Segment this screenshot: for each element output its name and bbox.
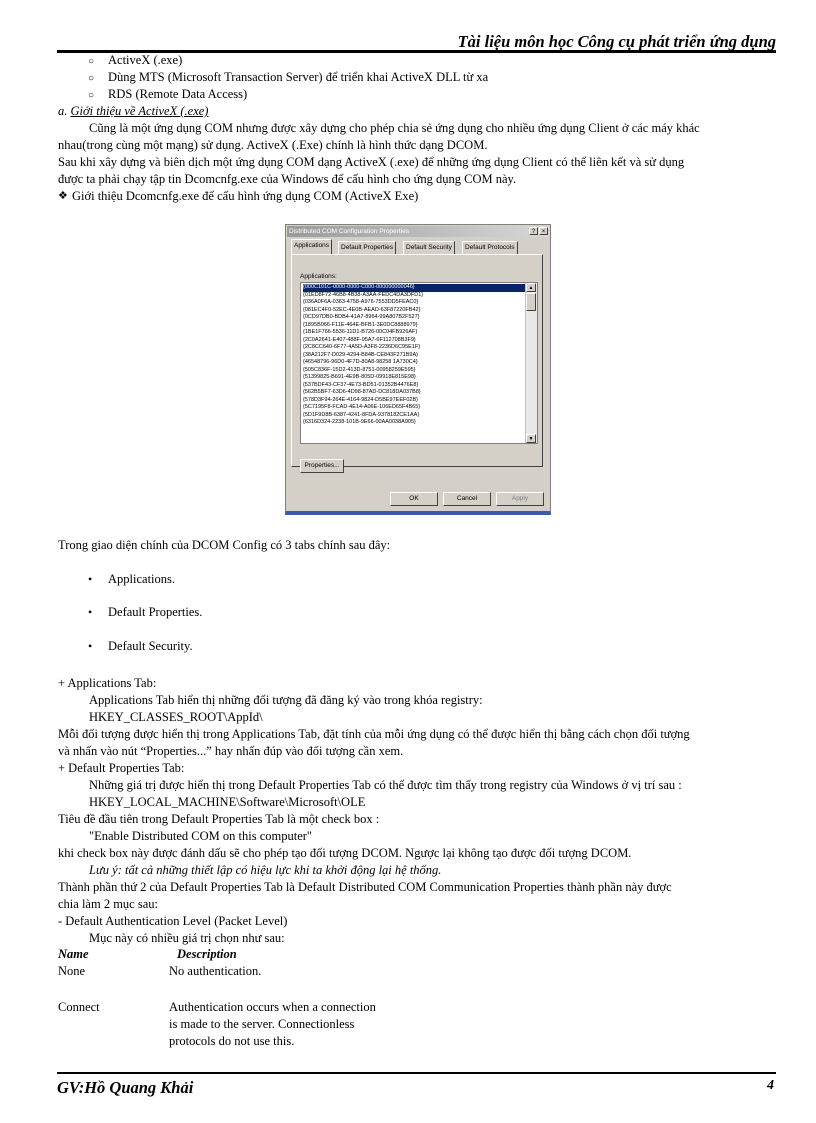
list-item: RDS (Remote Data Access) — [108, 87, 248, 101]
circle-bullet-icon: ○ — [88, 56, 95, 67]
list-item[interactable]: {5D1F9D8B-6387-4241-8FDA-9378182CE1AA} — [303, 411, 420, 418]
tab-bullet: Default Security. — [108, 639, 193, 653]
paragraph-line: Thành phần thứ 2 của Default Properties Tab là Default Distributed COM Communication Properties thành phần này được — [58, 880, 672, 894]
table-cell-desc: protocols do not use this. — [169, 1034, 295, 1048]
paragraph-line: Tiêu đề đầu tiên trong Default Properties Tab là một check box : — [58, 812, 380, 826]
intro-text: Giới thiệu Dcomcnfg.exe để cấu hình ứng dụng COM (ActiveX Exe) — [72, 189, 419, 203]
paragraph-line: được ta phải chạy tập tin Dcomcnfg.exe của Windows để cấu hình cho ứng dụng COM này. — [58, 172, 517, 186]
dialog-title: Distributed COM Configuration Properties — [289, 228, 409, 235]
table-cell-name: None — [58, 964, 86, 978]
tab-default-security[interactable]: Default Security — [403, 241, 455, 254]
list-item[interactable]: {0CD97DB0-BDB4-41A7-8964-99A807B2F527} — [303, 314, 420, 320]
section-heading-text: Giới thiệu về ActiveX (.exe) — [70, 104, 209, 118]
list-item[interactable]: {000C101C-0000-0000-C000-000000000046} — [303, 284, 525, 292]
paragraph-line: Applications Tab hiển thị những đối tượng đã đăng ký vào trong khóa registry: — [89, 693, 483, 707]
list-item: ActiveX (.exe) — [108, 53, 183, 67]
checkbox-label: "Enable Distributed COM on this computer" — [89, 829, 313, 843]
paragraph-line: và nhấn vào nút “Properties...” hay nhấn đúp vào đối tượng cần xem. — [58, 744, 404, 758]
ok-button[interactable]: OK — [390, 492, 438, 506]
tab-applications[interactable]: Applications — [291, 239, 332, 254]
circle-bullet-icon: ○ — [88, 73, 95, 84]
paragraph-line: Mỗi đối tượng được hiển thị trong Applications Tab, đặt tính của mỗi ứng dụng có thể được hiển thị bằng cách chọn đối tượng — [58, 727, 690, 741]
paragraph-line: Cũng là một ứng dụng COM nhưng được xây dựng cho phép chia sẻ ứng dụng cho nhiều ứng dụng Client ở các máy khác — [89, 121, 700, 135]
list-item[interactable]: {51399825-B691-4E9B-805D-09918E815E98} — [303, 374, 416, 380]
footer-rule — [57, 1072, 776, 1074]
list-item[interactable]: {081EC4F0-52EC-4E0B-AEAD-63F87220FB42} — [303, 306, 421, 313]
section-prefix: a. — [58, 104, 71, 118]
section-heading — [58, 104, 208, 119]
tabs-intro: Trong giao diện chính của DCOM Config có 3 tabs chính sau đây: — [58, 538, 391, 552]
bullet-icon: • — [88, 639, 93, 653]
list-item[interactable]: {1BE1F766-5536-11D1-B726-00C04FB926AF} — [303, 329, 418, 335]
list-item[interactable]: {5C7195F8-FCAD-4E14-A06E-106ED65F4B65} — [303, 404, 421, 410]
tab-bullet: Applications. — [108, 572, 176, 586]
list-item[interactable]: {1895B066-F11E-464E-BFB1-3E0DC8888979} — [303, 321, 418, 328]
list-item[interactable]: {578D3F94-264E-4164-9824-D5BE97EEF02B} — [303, 396, 418, 403]
list-item[interactable]: {38A212F7-D029-4294-B84B-CE843F271B9A} — [303, 351, 418, 358]
list-item: Dùng MTS (Microsoft Transaction Server) để triển khai ActiveX DLL từ xa — [108, 70, 489, 84]
list-item[interactable]: {2C8CC640-6F77-4A5D-A3F8-2236D6C95E1F} — [303, 344, 421, 350]
table-cell-desc: No authentication. — [169, 964, 262, 978]
registry-key: HKEY_CLASSES_ROOT\AppId\ — [89, 710, 263, 724]
table-cell-desc: is made to the server. Connectionless — [169, 1017, 355, 1031]
scroll-thumb[interactable] — [526, 293, 536, 311]
list-item[interactable]: {6316D324-2238-101B-9E66-00AA0038A905} — [303, 419, 416, 425]
properties-button[interactable]: Properties... — [300, 459, 344, 473]
tab-default-protocols[interactable]: Default Protocols — [462, 241, 518, 254]
paragraph-line: Sau khi xây dựng và biên dịch một ứng dụng COM dạng ActiveX (.exe) để những ứng dụng Client có thể liên kết và sử dụng — [58, 155, 685, 169]
scroll-down-icon[interactable]: ▼ — [526, 434, 536, 443]
list-item[interactable]: {537BDF43-CF37-4E73-BD51-01352B4476E8} — [303, 381, 419, 388]
auth-intro: Mục này có nhiều giá trị chọn như sau: — [89, 931, 285, 945]
list-scrollbar[interactable] — [525, 283, 537, 443]
paragraph-line: Những giá trị được hiển thị trong Default Properties Tab có thể được tìm thấy trong registry của Windows ở vị trí sau : — [89, 778, 682, 792]
close-button[interactable]: × — [539, 227, 548, 235]
registry-key: HKEY_LOCAL_MACHINE\Software\Microsoft\OLE — [89, 795, 366, 809]
dialog-titlebar — [287, 226, 549, 237]
list-item[interactable]: {505C836F-15D2-413D-8751-00958259E595} — [303, 366, 416, 373]
bullet-icon: • — [88, 572, 93, 586]
note: Lưu ý: tất cả những thiết lập có hiệu lực khi ta khởi động lại hệ thống. — [89, 863, 442, 877]
table-cell-desc: Authentication occurs when a connection — [169, 1000, 376, 1014]
circle-bullet-icon: ○ — [88, 90, 95, 101]
paragraph-line: khi check box này được đánh dấu sẽ cho phép tạo đối tượng DCOM. Ngược lại không tạo được đối tượng DCOM. — [58, 846, 632, 860]
applications-tab-heading: + Applications Tab: — [58, 676, 157, 690]
applications-label: Applications: — [300, 273, 337, 280]
table-cell-name: Connect — [58, 1000, 100, 1014]
applications-list[interactable] — [300, 282, 538, 444]
page-number: 4 — [767, 1078, 774, 1093]
list-item[interactable]: {562B5BF7-63D6-4D98-87AD-DC818DA037B8} — [303, 389, 421, 395]
list-item[interactable]: {2C0A2641-E407-488F-95A7-6F112708B3F9} — [303, 336, 416, 343]
paragraph-line: nhau(trong cùng một mạng) sử dụng. ActiveX (.Exe) chính là hình thức dạng DCOM. — [58, 138, 488, 152]
auth-heading: - Default Authentication Level (Packet Level) — [58, 914, 288, 928]
help-button[interactable]: ? — [529, 227, 538, 235]
header-title: Tài liệu môn học Công cụ phát triển ứng dụng — [457, 32, 776, 51]
cancel-button[interactable]: Cancel — [443, 492, 491, 506]
apply-button[interactable]: Apply — [496, 492, 544, 506]
footer-author: GV:Hồ Quang Khải — [57, 1078, 194, 1097]
diamond-bullet-icon: ❖ — [58, 190, 68, 202]
list-item[interactable]: {46548796-96D0-4F7D-80A8-98258 1A730C4} — [303, 359, 418, 365]
col-name-header: Name — [58, 947, 89, 961]
dcom-config-dialog — [285, 224, 551, 515]
tab-default-properties[interactable]: Default Properties — [338, 241, 396, 254]
bullet-icon: • — [88, 605, 93, 619]
scroll-up-icon[interactable]: ▲ — [526, 283, 536, 292]
default-properties-heading: + Default Properties Tab: — [58, 761, 185, 775]
col-description-header: Description — [177, 947, 237, 961]
tab-bullet: Default Properties. — [108, 605, 203, 619]
paragraph-line: chia làm 2 mục sau: — [58, 897, 158, 911]
list-item[interactable]: {036A0F6A-0363-4758-A976-7553DD5FEAC0} — [303, 299, 419, 305]
list-item[interactable]: {01ED8F72-46B8-4B38-A3AA-FEDC4DA3DFD1} — [303, 291, 424, 298]
